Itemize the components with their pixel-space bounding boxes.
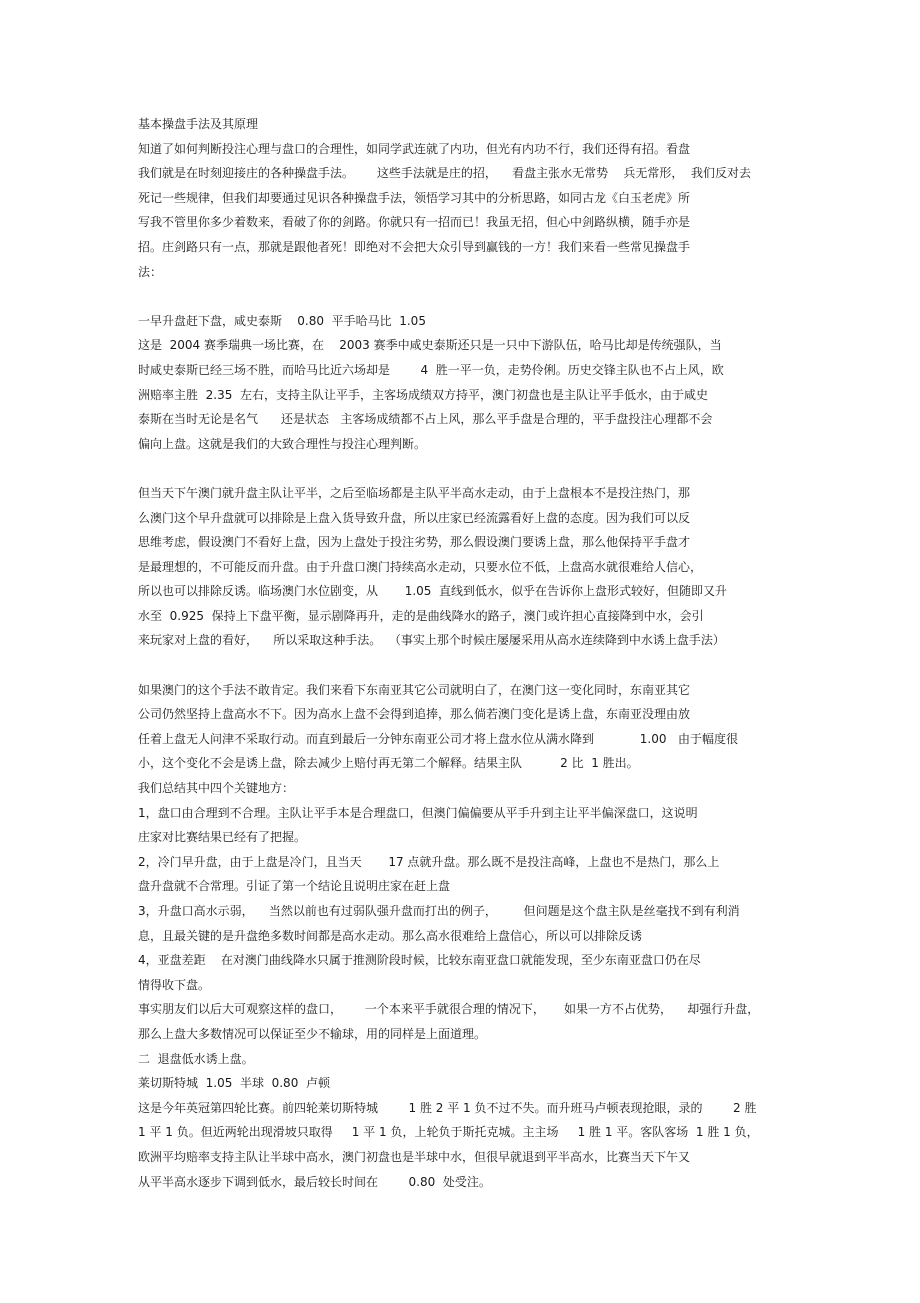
section2-paragraph-1 xyxy=(138,1096,788,1194)
text-line: 是最理想的，不可能反而升盘。由于升盘口澳门持续高水走动，只要水位不低，上盘高水就很难给人信心， xyxy=(138,559,703,574)
text-line: 泰斯在当时无论是名气 还是状态 主客场成绩都不占上风，那么平手盘是合理的，平手盘投注心理都不会 xyxy=(138,412,713,427)
text-line: 我们就是在时刻迎接庄的各种操盘手法。 这些手法就是庄的招， 看盘主张水无常势 兵无常形， 我们反对去 xyxy=(138,166,752,181)
text-line: 3，升盘口高水示弱， 当然以前也有过弱队强升盘而打出的例子， 但问题是这个盘主队是丝毫找不到有利消 xyxy=(138,904,740,918)
text-line: 从平半高水逐步下调到低水，最后较长时间在 0.80 处受注。 xyxy=(138,1174,491,1189)
text-line: 法： xyxy=(138,264,163,279)
section-heading: 二 退盘低水诱上盘。 xyxy=(138,1051,254,1066)
text-line: 小，这个变化不会是诱上盘，除去减少上赔付再无第二个解释。结果主队 2 比 1 胜出。 xyxy=(138,756,639,771)
text-line: 情得收下盘。 xyxy=(138,977,211,992)
spacer xyxy=(138,653,788,678)
section1-paragraph-2 xyxy=(138,481,788,653)
text-line: 但当天下午澳门就升盘主队让平半，之后至临场都是主队平半高水走动，由于上盘根本不是投注热门，那 xyxy=(138,485,691,500)
section1-paragraph-1 xyxy=(138,333,788,456)
section-heading: 一早升盘赶下盘，咸史泰斯 0.80 平手哈马比 1.05 xyxy=(138,313,426,328)
text-line: 1 平 1 负。但近两轮出现滑坡只取得 1 平 1 负，上轮负于斯托克城。主主场 1 胜 1 平。客队客场 1 胜 1 负， xyxy=(138,1125,759,1140)
text-line: 思维考虑，假设澳门不看好上盘，因为上盘处于投注劣势，那么假设澳门要诱上盘，那么他保持平手盘才 xyxy=(138,535,691,550)
text-line: 息，且最关键的是升盘绝多数时间都是高水走动。那么高水很难给上盘信心，所以可以排除反诱 xyxy=(138,928,643,943)
text-line: 时咸史泰斯已经三场不胜，而哈马比近六场却是 4 胜一平一负，走势伶俐。历史交锋主队也不占上风，欧 xyxy=(138,362,724,377)
document-title: 基本操盘手法及其原理 xyxy=(138,117,259,131)
text-line: 欧洲平均赔率支持主队让半球中高水，澳门初盘也是半球中水，但很早就退到平半高水，比赛当天下午又 xyxy=(138,1149,691,1164)
text-line: 招。庄剑路只有一点，那就是跟他者死！即绝对不会把大众引导到赢钱的一方！我们来看一些常见操盘手 xyxy=(138,239,691,254)
spacer xyxy=(138,456,788,481)
text-line: 庄家对比赛结果已经有了把握。 xyxy=(138,830,307,845)
text-line: 写我不管里你多少着数来，看破了你的剑路。你就只有一招而已！我虽无招，但心中剑路纵横，随手亦是 xyxy=(138,215,691,230)
text-line: 死记一些规律，但我们却要通过见识各种操盘手法，领悟学习其中的分析思路，如同古龙《白玉老虎》所 xyxy=(138,190,691,205)
text-line: 事实朋友们以后大可观察这样的盘口， 一个本来平手就很合理的情况下， 如果一方不占优势， 却强行升盘， xyxy=(138,1002,760,1017)
document-page xyxy=(138,112,788,1194)
text-line: 水至 0.925 保持上下盘平衡，显示剧降再升，走的是曲线降水的路子，澳门或许担心直接降到中水，会引 xyxy=(138,608,704,623)
section1-paragraph-3 xyxy=(138,678,788,801)
intro-paragraph xyxy=(138,137,788,285)
text-line: 盘升盘就不合常理。引证了第一个结论且说明庄家在赶上盘 xyxy=(138,879,451,894)
text-line: 2，冷门早升盘，由于上盘是冷门，且当天 17 点就升盘。那么既不是投注高峰，上盘也不是热门，那么上 xyxy=(138,854,720,869)
text-line: 知道了如何判断投注心理与盘口的合理性，如同学武连就了内功，但光有内功不行，我们还得有招。看盘 xyxy=(138,141,691,156)
match-line: 莱切斯特城 1.05 半球 0.80 卢顿 xyxy=(138,1076,330,1091)
spacer xyxy=(138,284,788,309)
text-line: 么澳门这个早升盘就可以排除是上盘入货导致升盘，所以庄家已经流露看好上盘的态度。因为我们可以反 xyxy=(138,510,691,525)
text-line: 任着上盘无人问津不采取行动。而直到最后一分钟东南亚公司才将上盘水位从满水降到 1.00 由于幅度很 xyxy=(138,731,738,746)
key-points-list xyxy=(138,801,788,1047)
text-line: 这是 2004 赛季瑞典一场比赛，在 2003 赛季中咸史泰斯还只是一只中下游队伍，哈马比却是传统强队，当 xyxy=(138,338,722,353)
text-line: 4，亚盘差距 在对澳门曲线降水只属于推测阶段时候，比较东南亚盘口就能发现，至少东南亚盘口仍在尽 xyxy=(138,953,701,968)
text-line: 如果澳门的这个手法不敢肯定。我们来看下东南亚其它公司就明白了，在澳门这一变化同时，东南亚其它 xyxy=(138,682,691,697)
text-line: 我们总结其中四个关键地方： xyxy=(138,781,295,796)
text-line: 公司仍然坚持上盘高水不下。因为高水上盘不会得到追捧，那么倘若澳门变化是诱上盘，东南亚没理由放 xyxy=(138,707,691,722)
text-line: 洲赔率主胜 2.35 左右，支持主队让平手，主客场成绩双方持平，澳门初盘也是主队让平手低水，由于咸史 xyxy=(138,387,708,402)
text-line: 这是今年英冠第四轮比赛。前四轮莱切斯特城 1 胜 2 平 1 负不过不失。而升班马卢顿表现抢眼，录的 2 胜 xyxy=(138,1100,757,1115)
text-line: 那么上盘大多数情况可以保证至少不输球，用的同样是上面道理。 xyxy=(138,1026,487,1041)
text-line: 偏向上盘。这就是我们的大致合理性与投注心理判断。 xyxy=(138,436,427,451)
text-line: 来玩家对上盘的看好， 所以采取这种手法。 （事实上那个时候庄屡屡采用从高水连续降到中水诱上盘手法） xyxy=(138,633,725,648)
text-line: 所以也可以排除反诱。临场澳门水位剧变，从 1.05 直线到低水，似乎在告诉你上盘形式较好，但随即又升 xyxy=(138,584,728,599)
text-line: 1，盘口由合理到不合理。主队让平手本是合理盘口，但澳门偏偏要从平手升到主让平半偏深盘口，这说明 xyxy=(138,805,698,820)
